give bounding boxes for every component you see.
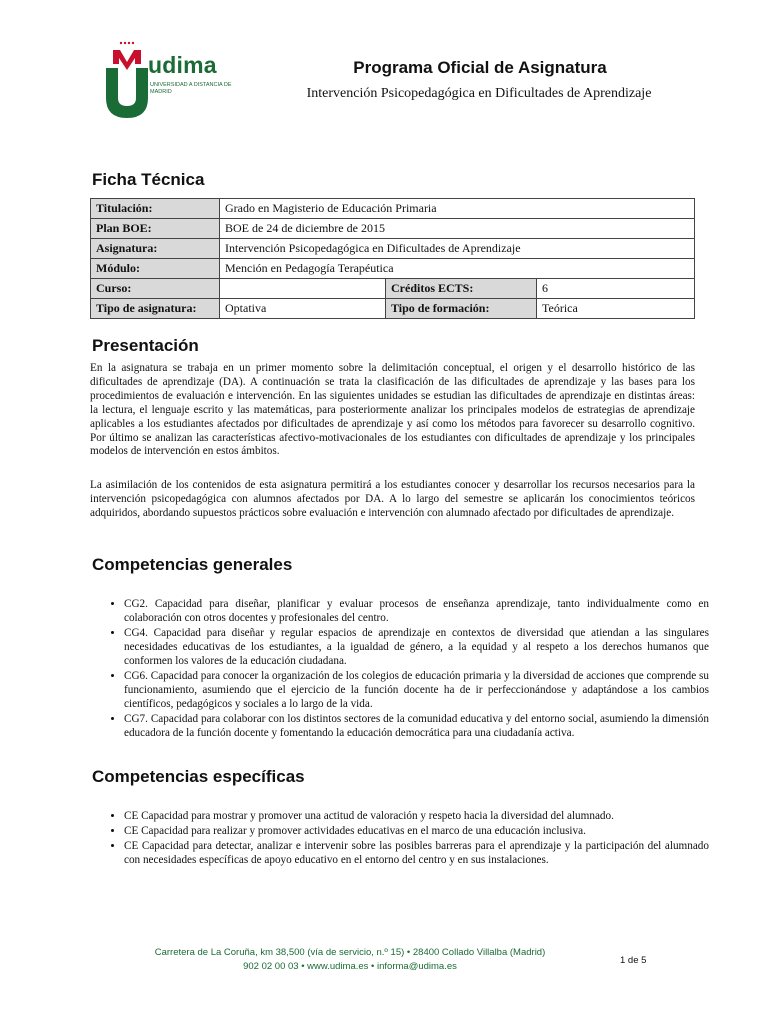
creditos-value: 6	[537, 279, 695, 299]
ficha-table	[90, 198, 695, 319]
curso-value	[220, 279, 386, 299]
modulo-value: Mención en Pedagogía Terapéutica	[220, 259, 695, 279]
plan-label: Plan BOE:	[91, 219, 220, 239]
list-item: • CG6. Capacidad para conocer la organización de los colegios de educación primaria y la diversidad de acciones que comprende su funcionamiento, asumiendo que el ejercicio de la función docente ha de ir perfeccionándose y adaptándose a los cambios científicos, pedagógicos y sociales a lo largo de la vida.	[124, 669, 709, 711]
competencias-generales-heading: Competencias generales	[92, 555, 293, 574]
creditos-label: Créditos ECTS:	[386, 279, 537, 299]
tipo-asignatura-label: Tipo de asignatura:	[91, 299, 220, 319]
list-item: • CE Capacidad para mostrar y promover una actitud de valoración y respeto hacia la diversidad del alumnado.	[124, 809, 709, 823]
footer-line-address: Carretera de La Coruña, km 38,500 (vía de servicio, n.º 15) • 28400 Collado Villalba (Madrid)	[154, 947, 546, 958]
footer-line-contact: 902 02 00 03 • www.udima.es • informa@udima.es	[243, 961, 457, 972]
logo-subtitle: UNIVERSIDAD A DISTANCIA DE MADRID	[150, 82, 232, 95]
document-subtitle: Intervención Psicopedagógica en Dificultades de Aprendizaje	[306, 86, 652, 101]
asignatura-label: Asignatura:	[91, 239, 220, 259]
table-row	[91, 219, 695, 239]
document-title: Programa Oficial de Asignatura	[353, 58, 607, 77]
presentacion-heading: Presentación	[92, 336, 199, 355]
table-row	[91, 259, 695, 279]
ficha-heading: Ficha Técnica	[92, 170, 205, 189]
page-number: 1 de 5	[620, 955, 647, 966]
logo-m-shape	[113, 50, 141, 70]
competencias-especificas-heading: Competencias específicas	[92, 767, 305, 786]
titulacion-value: Grado en Magisterio de Educación Primaria	[220, 199, 695, 219]
presentacion-paragraph-1: En la asignatura se trabaja en un primer momento sobre la delimitación conceptual, el origen y el desarrollo histórico de las dificultades de aprendizaje (DA). A continuación se trata la clasificación de las dificultades de aprendizaje y las bases para los procedimientos de evaluación e intervención. En las siguientes unidades se estudian las dificultades de aprendizaje en distintas áreas: la lectura, el lenguaje escrito y las matemáticas, para posteriormente analizar los principales modelos de estrategias de aprendizaje aplicables a los estudiantes afectados por dificultades de aprendizaje y así como los métodos para favorecer su desarrollo cognitivo. Por último se analizan las características afectivo-motivacionales de los estudiantes con dificultades de aprendizaje y los principales modelos de intervención en estos ámbitos.	[90, 362, 695, 458]
titulacion-label: Titulación:	[91, 199, 220, 219]
plan-value: BOE de 24 de diciembre de 2015	[220, 219, 695, 239]
table-row	[91, 279, 695, 299]
presentacion-paragraph-2: La asimilación de los contenidos de esta asignatura permitirá a los estudiantes conocer y desarrollar los recursos necesarios para la intervención psicopedagógica con alumnos afectados por DA. A lo largo del semestre se aplicarán los conocimientos teóricos adquiridos, abordando supuestos prácticos sobre evaluación e intervención con alumnado afectado por dificultades de aprendizaje.	[90, 479, 695, 519]
logo-wordmark: udima	[148, 52, 217, 78]
competencias-generales-list	[110, 597, 709, 741]
list-item: • CE Capacidad para detectar, analizar e intervenir sobre las posibles barreras para el aprendizaje y la participación del alumnado con necesidades específicas de apoyo educativo en el entorno del centro y en sus instalaciones.	[124, 839, 709, 867]
list-item: • CG7. Capacidad para colaborar con los distintos sectores de la comunidad educativa y del entorno social, asumiendo la dimensión educadora de la función docente y fomentando la educación democrática para una ciudadanía activa.	[124, 712, 709, 740]
asignatura-value: Intervención Psicopedagógica en Dificultades de Aprendizaje	[220, 239, 695, 259]
modulo-label: Módulo:	[91, 259, 220, 279]
tipo-formacion-value: Teórica	[537, 299, 695, 319]
logo-u-shape	[106, 68, 148, 118]
competencias-especificas-list	[110, 809, 709, 868]
curso-label: Curso:	[91, 279, 220, 299]
tipo-asignatura-value: Optativa	[220, 299, 386, 319]
tipo-formacion-label: Tipo de formación:	[386, 299, 537, 319]
list-item: • CG4. Capacidad para diseñar y regular espacios de aprendizaje en contextos de diversidad que atiendan a las singulares necesidades educativas de los estudiantes, a la igualdad de género, a la equidad y al respeto a los derechos humanos que conformen los valores de la educación ciudadana.	[124, 626, 709, 668]
table-row	[91, 239, 695, 259]
list-item: • CG2. Capacidad para diseñar, planificar y evaluar procesos de enseñanza aprendizaje, tanto individualmente como en colaboración con otros docentes y profesionales del centro.	[124, 597, 709, 625]
table-row	[91, 199, 695, 219]
crown-icon	[120, 42, 134, 44]
footer-address	[90, 946, 610, 974]
table-row	[91, 299, 695, 319]
list-item: • CE Capacidad para realizar y promover actividades educativas en el marco de una educación inclusiva.	[124, 824, 709, 838]
